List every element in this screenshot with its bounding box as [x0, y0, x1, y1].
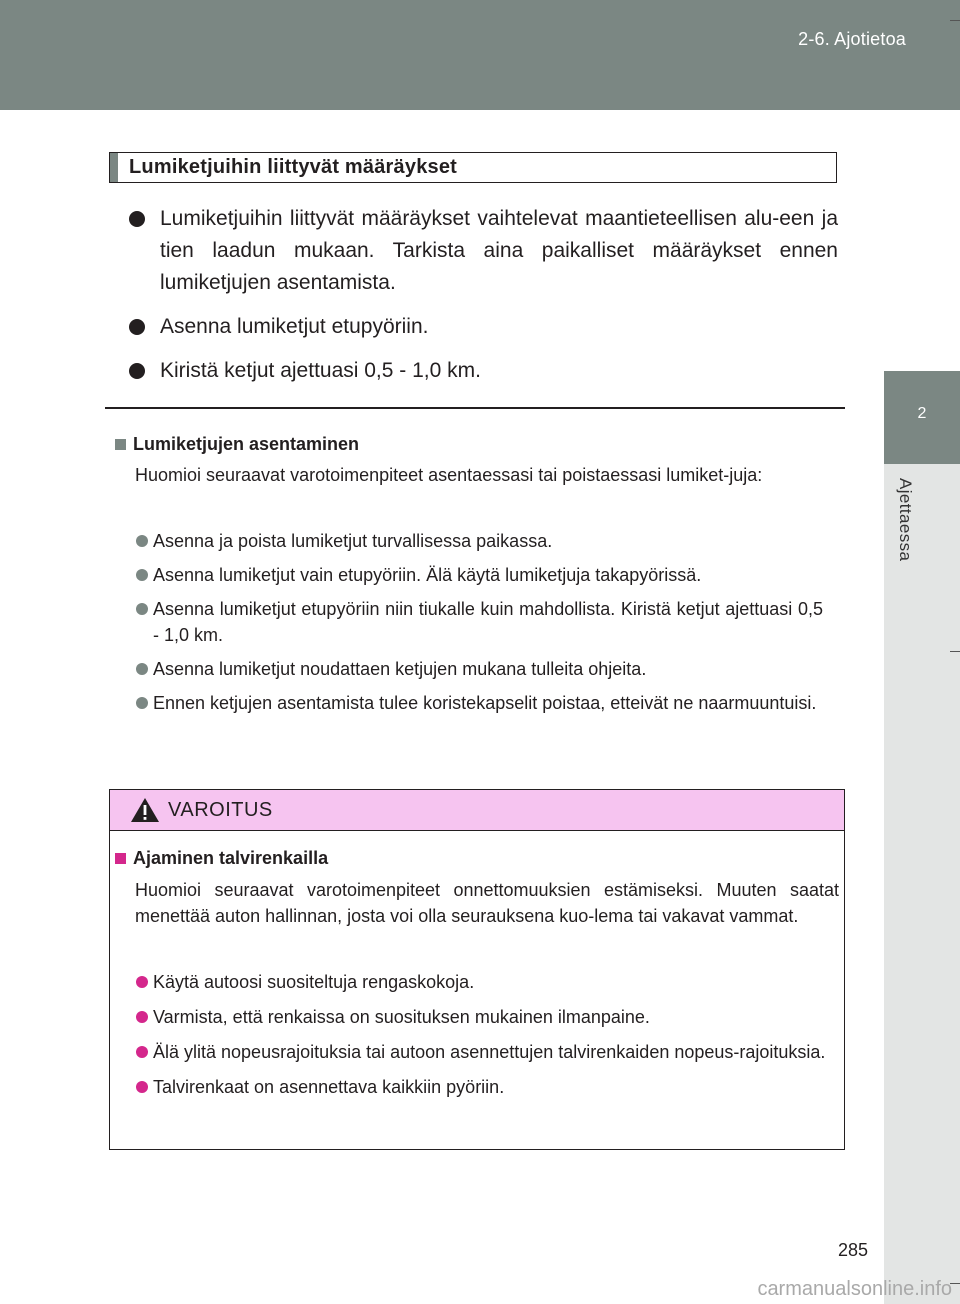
chapter-number: 2: [917, 405, 927, 422]
list-item: [135, 690, 823, 716]
square-bullet-icon: [115, 439, 126, 450]
list-item-text: Kiristä ketjut ajettuasi 0,5 - 1,0 km.: [160, 359, 481, 382]
square-bullet-icon: [115, 853, 126, 864]
bullet-icon: [129, 319, 145, 335]
bullet-icon: [136, 535, 148, 547]
list-item: [125, 311, 838, 343]
installation-intro: Huomioi seuraavat varotoimenpiteet asentaessasi tai poistaessasi lumiket-juja:: [135, 465, 763, 485]
list-item: [135, 1074, 839, 1100]
chapter-strip: [884, 464, 960, 1304]
bullet-icon: [136, 1011, 148, 1023]
list-item-text: Asenna lumiketjut etupyöriin.: [160, 315, 429, 338]
title-marker: [110, 153, 118, 182]
list-item-text: Älä ylitä nopeusrajoituksia tai autoon asennettujen talvirenkaiden nopeus-rajoituksia.: [153, 1042, 826, 1062]
warning-triangle-icon: [130, 797, 160, 823]
warning-intro: Huomioi seuraavat varotoimenpiteet onnettomuuksien estämiseksi. Muuten saatat menettää auton hallinnan, josta voi olla seurauksena kuo-lema tai vakavat vammat.: [135, 880, 839, 926]
list-item: [125, 355, 838, 387]
installation-list: [135, 528, 823, 724]
winter-tires-heading-text: Ajaminen talvirenkailla: [133, 848, 329, 868]
winter-tires-heading: [115, 848, 328, 869]
list-item: [135, 1039, 839, 1065]
bullet-icon: [136, 603, 148, 615]
list-item: [135, 596, 823, 648]
list-item: [135, 969, 839, 995]
chapter-label: Ajettaessa: [896, 478, 915, 562]
regulations-list: [125, 203, 838, 399]
warning-title: VAROITUS: [168, 798, 273, 821]
installation-heading-text: Lumiketjujen asentaminen: [133, 434, 360, 454]
bullet-icon: [136, 976, 148, 988]
list-item: [135, 656, 823, 682]
section-title: 2-6. Ajotietoa: [798, 29, 906, 49]
regulations-title: Lumiketjuihin liittyvät määräykset: [129, 156, 458, 178]
bullet-icon: [129, 363, 145, 379]
list-item-text: Lumiketjuihin liittyvät määräykset vaihtelevat maantieteellisen alu-een ja tien laadun mukaan. Tarkista aina paikalliset määräykset ennen lumiketjujen asentamista.: [160, 207, 838, 294]
bullet-icon: [136, 1081, 148, 1093]
list-item: [135, 1004, 839, 1030]
chapter-tab: [884, 371, 960, 464]
warning-box: [109, 789, 845, 1150]
warning-list: [135, 969, 839, 1109]
list-item-text: Käytä autoosi suositeltuja rengaskokoja.: [153, 972, 475, 992]
list-item-text: Asenna lumiketjut vain etupyöriin. Älä käytä lumiketjuja takapyörissä.: [153, 565, 702, 585]
bullet-icon: [129, 211, 145, 227]
page-number: 285: [838, 1240, 869, 1260]
header-bar: [0, 0, 960, 110]
list-item-text: Talvirenkaat on asennettava kaikkiin pyöriin.: [153, 1077, 505, 1097]
bullet-icon: [136, 697, 148, 709]
installation-heading: [115, 434, 359, 455]
bullet-icon: [136, 1046, 148, 1058]
list-item-text: Asenna lumiketjut noudattaen ketjujen mukana tulleita ohjeita.: [153, 659, 647, 679]
warning-header: [110, 790, 844, 831]
list-item-text: Ennen ketjujen asentamista tulee koristekapselit poistaa, etteivät ne naarmuuntuisi.: [153, 693, 817, 713]
list-item: [135, 528, 823, 554]
list-item-text: Asenna ja poista lumiketjut turvallisessa paikassa.: [153, 531, 553, 551]
watermark: carmanualsonline.info: [757, 1278, 952, 1300]
crop-mark: [950, 20, 960, 21]
crop-mark: [950, 651, 960, 652]
bullet-icon: [136, 569, 148, 581]
bullet-icon: [136, 663, 148, 675]
regulations-title-box: [109, 152, 837, 183]
list-item: [135, 562, 823, 588]
divider: [105, 407, 845, 409]
list-item-text: Asenna lumiketjut etupyöriin niin tiukalle kuin mahdollista. Kiristä ketjut ajettuasi 0,5 - 1,0 km.: [153, 599, 823, 645]
list-item: [125, 203, 838, 299]
list-item-text: Varmista, että renkaissa on suosituksen mukainen ilmanpaine.: [153, 1007, 650, 1027]
